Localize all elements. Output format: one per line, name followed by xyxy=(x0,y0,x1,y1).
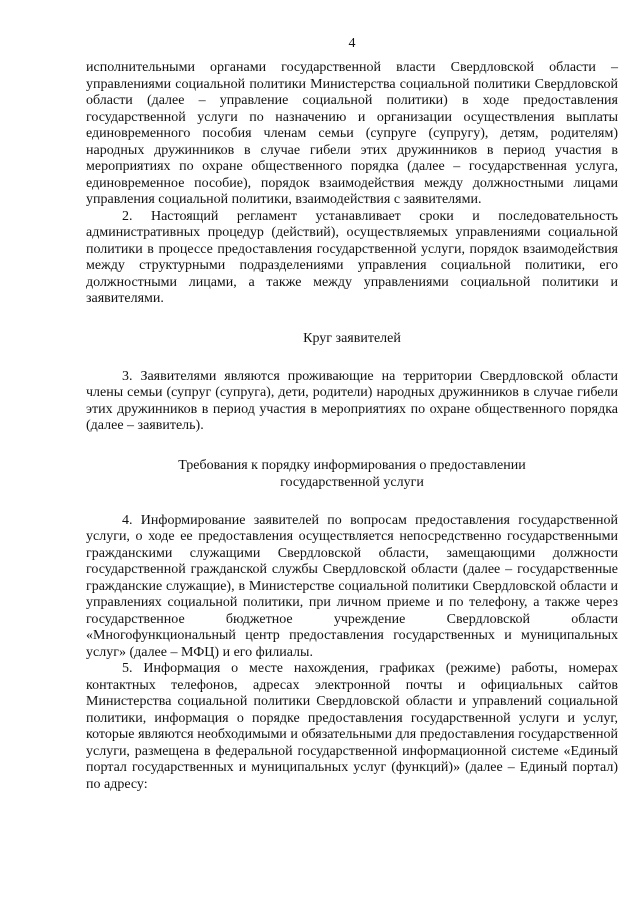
paragraph-3: 3. Заявителями являются проживающие на территории Свердловской области члены семьи (супруг (супруга), дети, родители) народных дружинников в случае гибели этих дружинников в период участия в мероприятиях по охране общественного порядка (далее – заявитель). xyxy=(86,368,618,433)
heading-info-requirements xyxy=(86,457,618,491)
heading-info-requirements-line2: государственной услуги xyxy=(280,474,424,490)
heading-applicants: Круг заявителей xyxy=(303,330,401,346)
page-number: 4 xyxy=(348,36,356,51)
heading-info-requirements-line1: Требования к порядку информирования о предоставлении xyxy=(178,457,526,473)
paragraph-5: 5. Информация о месте нахождения, графиках (режиме) работы, номерах контактных телефонов, адресах электронной почты и официальных сайтов Министерства социальной политики Свердловской области и управлений социальной политики, информация о порядке предоставления государственной услуги и услуг, которые являются необходимыми и обязательными для предоставления государственной услуги, размещена в федеральной государственной информационной системе «Единый портал государственных и муниципальных услуг (функций)» (далее – Единый портал) по адресу: xyxy=(86,661,618,792)
paragraph-4: 4. Информирование заявителей по вопросам предоставления государственной услуги, о ходе ее предоставления осуществляется непосредственно государственными гражданскими служащими Свердловской области, замещающими должности государственной гражданской службы Свердловской области (далее – государственные гражданские служащие), в Министерстве социальной политики Свердловской области и управлениях социальной политики, при личном приеме и по телефону, а также через государственное бюджетное учреждение Свердловской области «Многофункциональный центр предоставления государственных и муниципальных услуг» (далее – МФЦ) и его филиалы. xyxy=(86,512,618,660)
document-page xyxy=(86,34,618,793)
paragraph-continuation: исполнительными органами государственной власти Свердловской области – управлениями социальной политики Министерства социальной политики Свердловской области (далее – управление социальной политики) в ходе предоставления государственной услуги по назначению и организации осуществления выплаты единовременного пособия членам семьи (супруге (супругу), детям, родителям) народных дружинников в случае гибели этих дружинников в период участия в мероприятиях по охране общественного порядка (далее – государственная услуга, единовременное пособие), порядок взаимодействия между должностными лицами управления социальной политики, взаимодействия с заявителями. xyxy=(86,60,618,207)
paragraph-2: 2. Настоящий регламент устанавливает сроки и последовательность административных процедур (действий), осуществляемых управлениями социальной политики в процессе предоставления государственной услуги, порядок взаимодействия между структурными подразделениями управления социальной политики, его должностными лицами, а также между управлениями социальной политики и заявителями. xyxy=(86,208,618,306)
